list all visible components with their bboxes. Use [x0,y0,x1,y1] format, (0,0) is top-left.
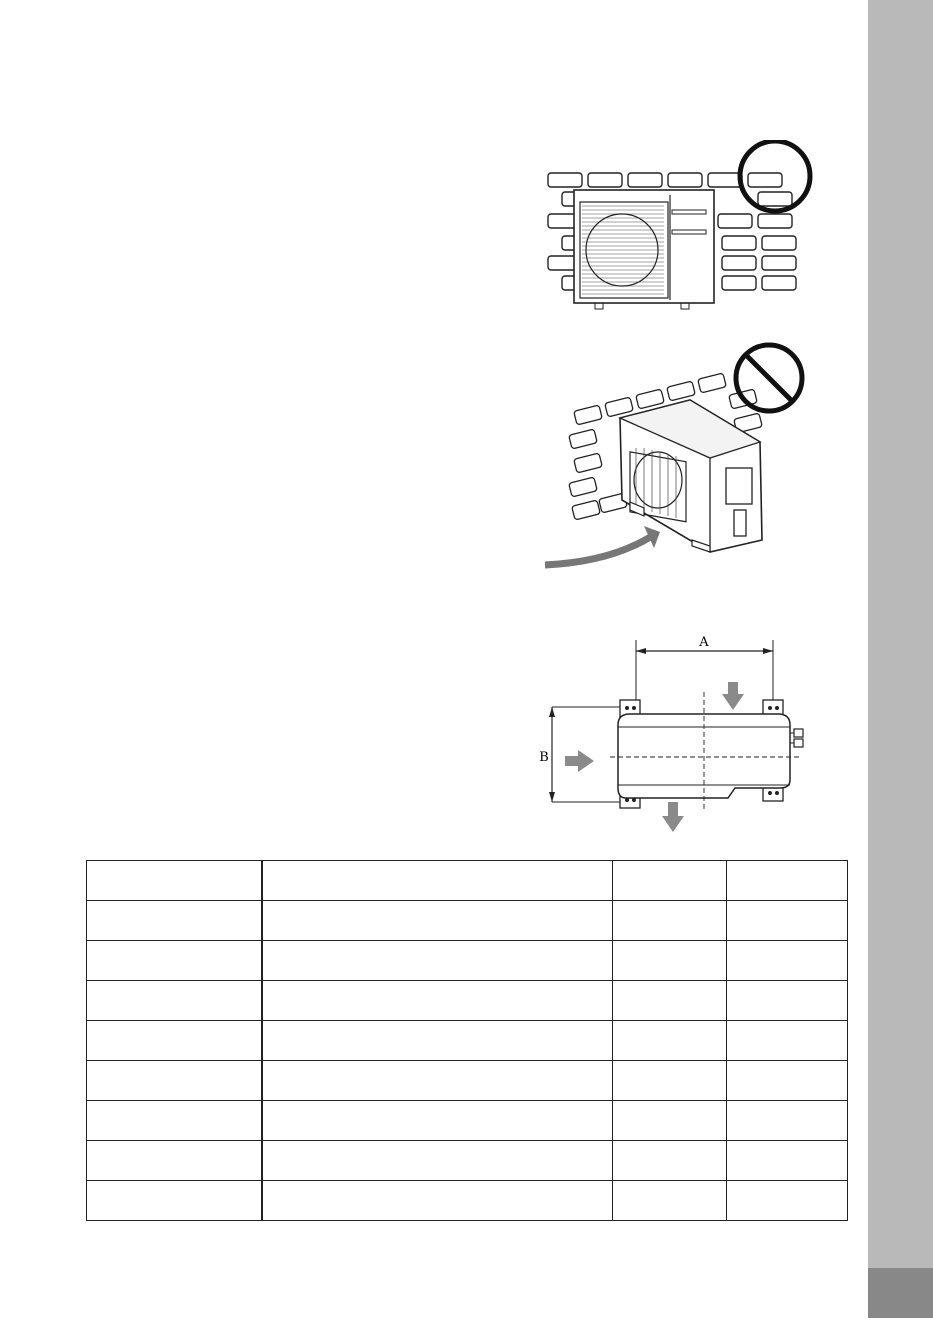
table-cell [727,1181,848,1221]
table-row [87,1061,848,1101]
specification-table [86,860,848,1221]
table-cell [87,901,263,941]
table-cell [727,1141,848,1181]
table-cell [262,1181,612,1221]
table-cell [87,1141,263,1181]
outdoor-unit-correct-illustration [540,140,830,315]
table-cell [262,901,612,941]
table-cell [262,1141,612,1181]
table-row [87,861,848,901]
installation-dimension-diagram [530,630,830,840]
table-cell [87,1181,263,1221]
table-cell [612,861,727,901]
table-cell [262,1061,612,1101]
table-cell [612,941,727,981]
table-cell [727,941,848,981]
table-cell [727,861,848,901]
table-cell [262,941,612,981]
table-cell [612,1101,727,1141]
table-row [87,941,848,981]
side-tab-page-marker [868,1268,933,1318]
side-tab [868,0,933,1268]
table-cell [87,1061,263,1101]
table-cell [262,1021,612,1061]
table-cell [612,1141,727,1181]
table-cell [727,1101,848,1141]
dimension-a-label: A [699,635,709,650]
table-cell [87,861,263,901]
table-cell [612,1021,727,1061]
table-cell [87,1101,263,1141]
table-row [87,981,848,1021]
table-cell [87,941,263,981]
table-row [87,901,848,941]
table-cell [612,901,727,941]
table-row [87,1181,848,1221]
table-cell [612,981,727,1021]
table-cell [87,981,263,1021]
table-cell [262,981,612,1021]
table-cell [727,901,848,941]
table-cell [727,981,848,1021]
table-cell [727,1061,848,1101]
table-cell [612,1181,727,1221]
table-cell [262,1101,612,1141]
table-cell [262,861,612,901]
table-row [87,1021,848,1061]
table-row [87,1141,848,1181]
table-cell [727,1021,848,1061]
table-row [87,1101,848,1141]
table-cell [612,1061,727,1101]
table-cell [87,1021,263,1061]
dimension-b-label: B [539,750,549,765]
outdoor-unit-incorrect-illustration [540,340,830,570]
